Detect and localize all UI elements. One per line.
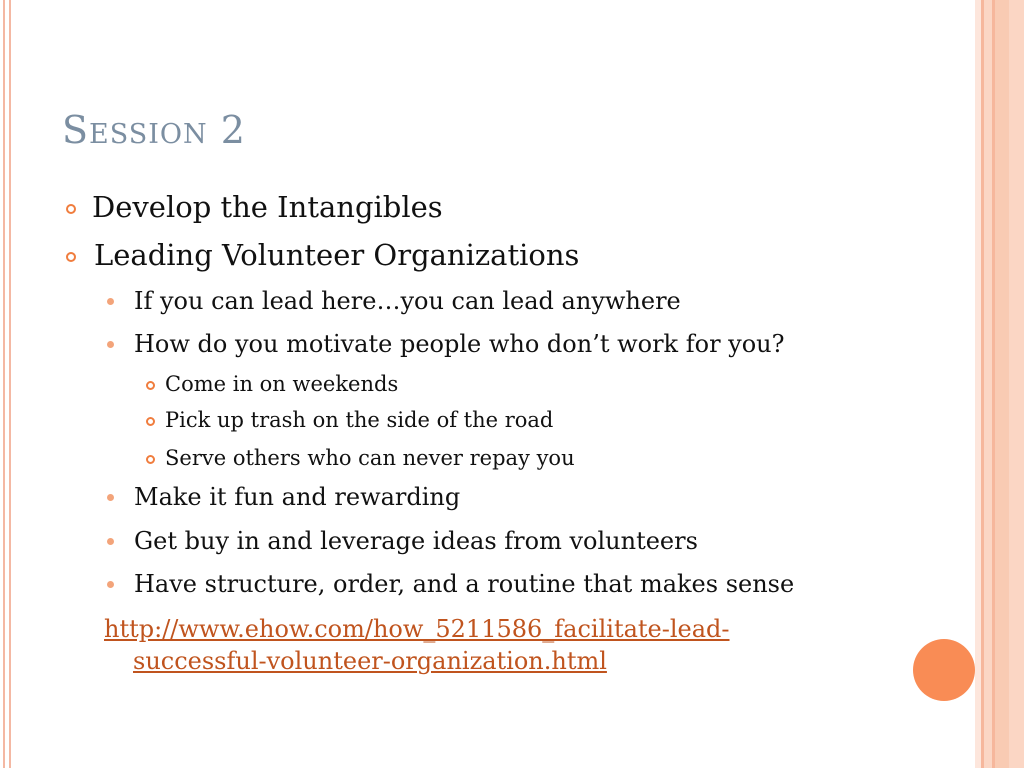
bullet-text: Have structure, order, and a routine that makes sense	[134, 570, 795, 598]
bullet-text: Make it fun and rewarding	[134, 483, 461, 511]
bullet-circle-icon	[146, 381, 155, 390]
bullet-dot-icon	[107, 341, 114, 348]
left-border-line	[9, 0, 11, 768]
right-decorative-stripes	[975, 0, 1024, 768]
bullet-circle-icon	[146, 455, 155, 464]
left-border-line	[3, 0, 5, 768]
bullet-text: Come in on weekends	[165, 372, 399, 396]
bullet-dot-icon	[107, 538, 114, 545]
bullet-dot-icon	[107, 581, 114, 588]
bullet-text: How do you motivate people who don’t work for you?	[134, 330, 785, 358]
reference-link-line1[interactable]: http://www.ehow.com/how_5211586_facilitate-lead-	[104, 615, 730, 643]
reference-link-line2[interactable]: successful-volunteer-organization.html	[133, 647, 607, 675]
slide-title: Session 2	[62, 108, 246, 152]
bullet-circle-icon	[66, 252, 76, 262]
bullet-text: Pick up trash on the side of the road	[165, 408, 554, 432]
reference-link[interactable]	[104, 613, 804, 677]
bullet-text: Get buy in and leverage ideas from volunteers	[134, 527, 698, 555]
bullet-text: Serve others who can never repay you	[165, 446, 575, 470]
bullet-text: Leading Volunteer Organizations	[94, 238, 580, 272]
bullet-text: Develop the Intangibles	[92, 190, 443, 224]
decorative-orange-circle	[913, 639, 975, 701]
bullet-circle-icon	[66, 204, 76, 214]
bullet-circle-icon	[146, 417, 155, 426]
bullet-dot-icon	[107, 494, 114, 501]
bullet-text: If you can lead here…you can lead anywhere	[134, 287, 681, 315]
bullet-dot-icon	[107, 298, 114, 305]
